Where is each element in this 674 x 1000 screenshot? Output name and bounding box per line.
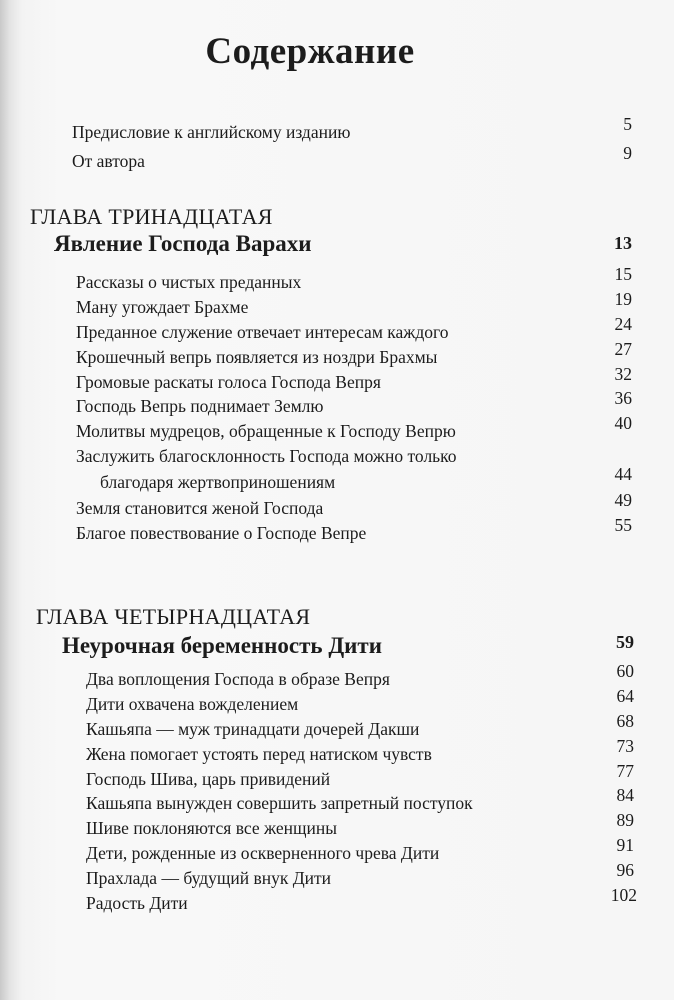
entry-label: Прахлада — будущий внук Дити: [86, 868, 332, 889]
entry-label: Рассказы о чистых преданных: [76, 272, 302, 292]
toc-entry: [0, 363, 674, 397]
chapter-page: 13: [614, 233, 632, 253]
toc-entry: [0, 388, 674, 421]
toc-entry: [0, 413, 674, 446]
toc-entry: [0, 661, 674, 694]
entry-page: 15: [614, 264, 632, 284]
entry-page: 36: [614, 388, 632, 409]
entry-page: 44: [614, 464, 632, 485]
chapter-heading: Явление Господа Варахи: [54, 231, 312, 256]
toc-entry: [0, 143, 674, 176]
entry-page: 5: [623, 114, 632, 134]
entry-page: 73: [616, 735, 634, 756]
toc-entry: [0, 710, 674, 744]
entry-label: Шиве поклоняются все женщины: [86, 818, 337, 839]
entry-label: Жена помогает устоять перед натиском чувств: [86, 743, 432, 764]
toc-entry: [0, 515, 674, 548]
entry-page: 64: [616, 685, 634, 706]
toc-entry: [0, 760, 674, 794]
entry-page: 89: [616, 810, 634, 831]
toc-entry: [0, 835, 674, 868]
page-title: Содержание: [205, 31, 415, 72]
entry-page: 84: [616, 785, 634, 806]
toc-entry: [0, 288, 674, 322]
toc-entry: [0, 490, 674, 523]
entry-page: 68: [616, 710, 634, 731]
toc-entry: [0, 735, 674, 769]
toc-entry: [0, 860, 674, 893]
entry-page: 96: [616, 860, 634, 881]
chapter-14-entries: [0, 661, 674, 918]
entry-page: 32: [614, 363, 632, 384]
entry-page: 77: [616, 760, 634, 781]
entry-label: Кашьяпа вынужден совершить запретный поступок: [86, 793, 473, 814]
entry-page: 40: [614, 413, 632, 434]
entry-label: Заслужить благосклонность Господа можно только: [76, 446, 457, 467]
chapter-heading: Неурочная беременность Дити: [62, 633, 382, 658]
entry-label: Крошечный вепрь появляется из ноздри Брахмы: [76, 346, 438, 367]
entry-page: 24: [614, 313, 632, 334]
toc-entry: [0, 810, 674, 843]
entry-page: 19: [614, 288, 632, 309]
entry-page: 60: [616, 661, 634, 681]
chapter-label: ГЛАВА ТРИНАДЦАТАЯ: [30, 204, 273, 229]
chapter-page: 59: [616, 632, 634, 652]
entry-label: Земля становится женой Господа: [76, 498, 324, 519]
toc-entry: [0, 785, 674, 818]
entry-page: 9: [623, 143, 632, 163]
toc-entry: [0, 338, 674, 372]
entry-label: Дети, рожденные из оскверненного чрева Дити: [86, 843, 440, 864]
entry-label: От автора: [72, 151, 145, 171]
front-matter-list: [0, 114, 674, 176]
entry-page: 91: [616, 835, 634, 856]
entry-label: Радость Дити: [86, 893, 188, 914]
entry-label: Господь Шива, царь привидений: [86, 768, 331, 789]
entry-label: Предисловие к английскому изданию: [72, 122, 351, 142]
toc-entry: [0, 114, 674, 151]
toc-entry: [0, 446, 674, 498]
toc-entry: [0, 885, 674, 918]
toc-entry: [0, 313, 674, 347]
entry-label: Молитвы мудрецов, обращенные к Господу Вепрю: [76, 421, 456, 442]
entry-label: Ману угождает Брахме: [76, 296, 249, 317]
entry-label: Кашьяпа — муж тринадцати дочерей Дакши: [86, 718, 420, 739]
entry-page: 27: [614, 338, 632, 359]
entry-label-continued: благодаря жертвоприношениям: [100, 472, 336, 493]
entry-label: Преданное служение отвечает интересам каждого: [76, 321, 449, 342]
entry-label: Громовые раскаты голоса Господа Вепря: [76, 371, 381, 392]
entry-page: 102: [610, 885, 637, 906]
entry-label: Господь Вепрь поднимает Землю: [76, 396, 324, 417]
chapter-label: ГЛАВА ЧЕТЫРНАДЦАТАЯ: [36, 604, 311, 629]
chapter-13-entries: [0, 264, 674, 548]
entry-label: Дити охвачена вожделением: [86, 693, 299, 714]
entry-page: 49: [614, 490, 632, 511]
toc-entry: [0, 685, 674, 719]
toc-entry: [0, 264, 674, 297]
entry-page: 55: [614, 515, 632, 536]
entry-label: Благое повествование о Господе Вепре: [76, 523, 367, 544]
entry-label: Два воплощения Господа в образе Вепря: [86, 669, 390, 689]
